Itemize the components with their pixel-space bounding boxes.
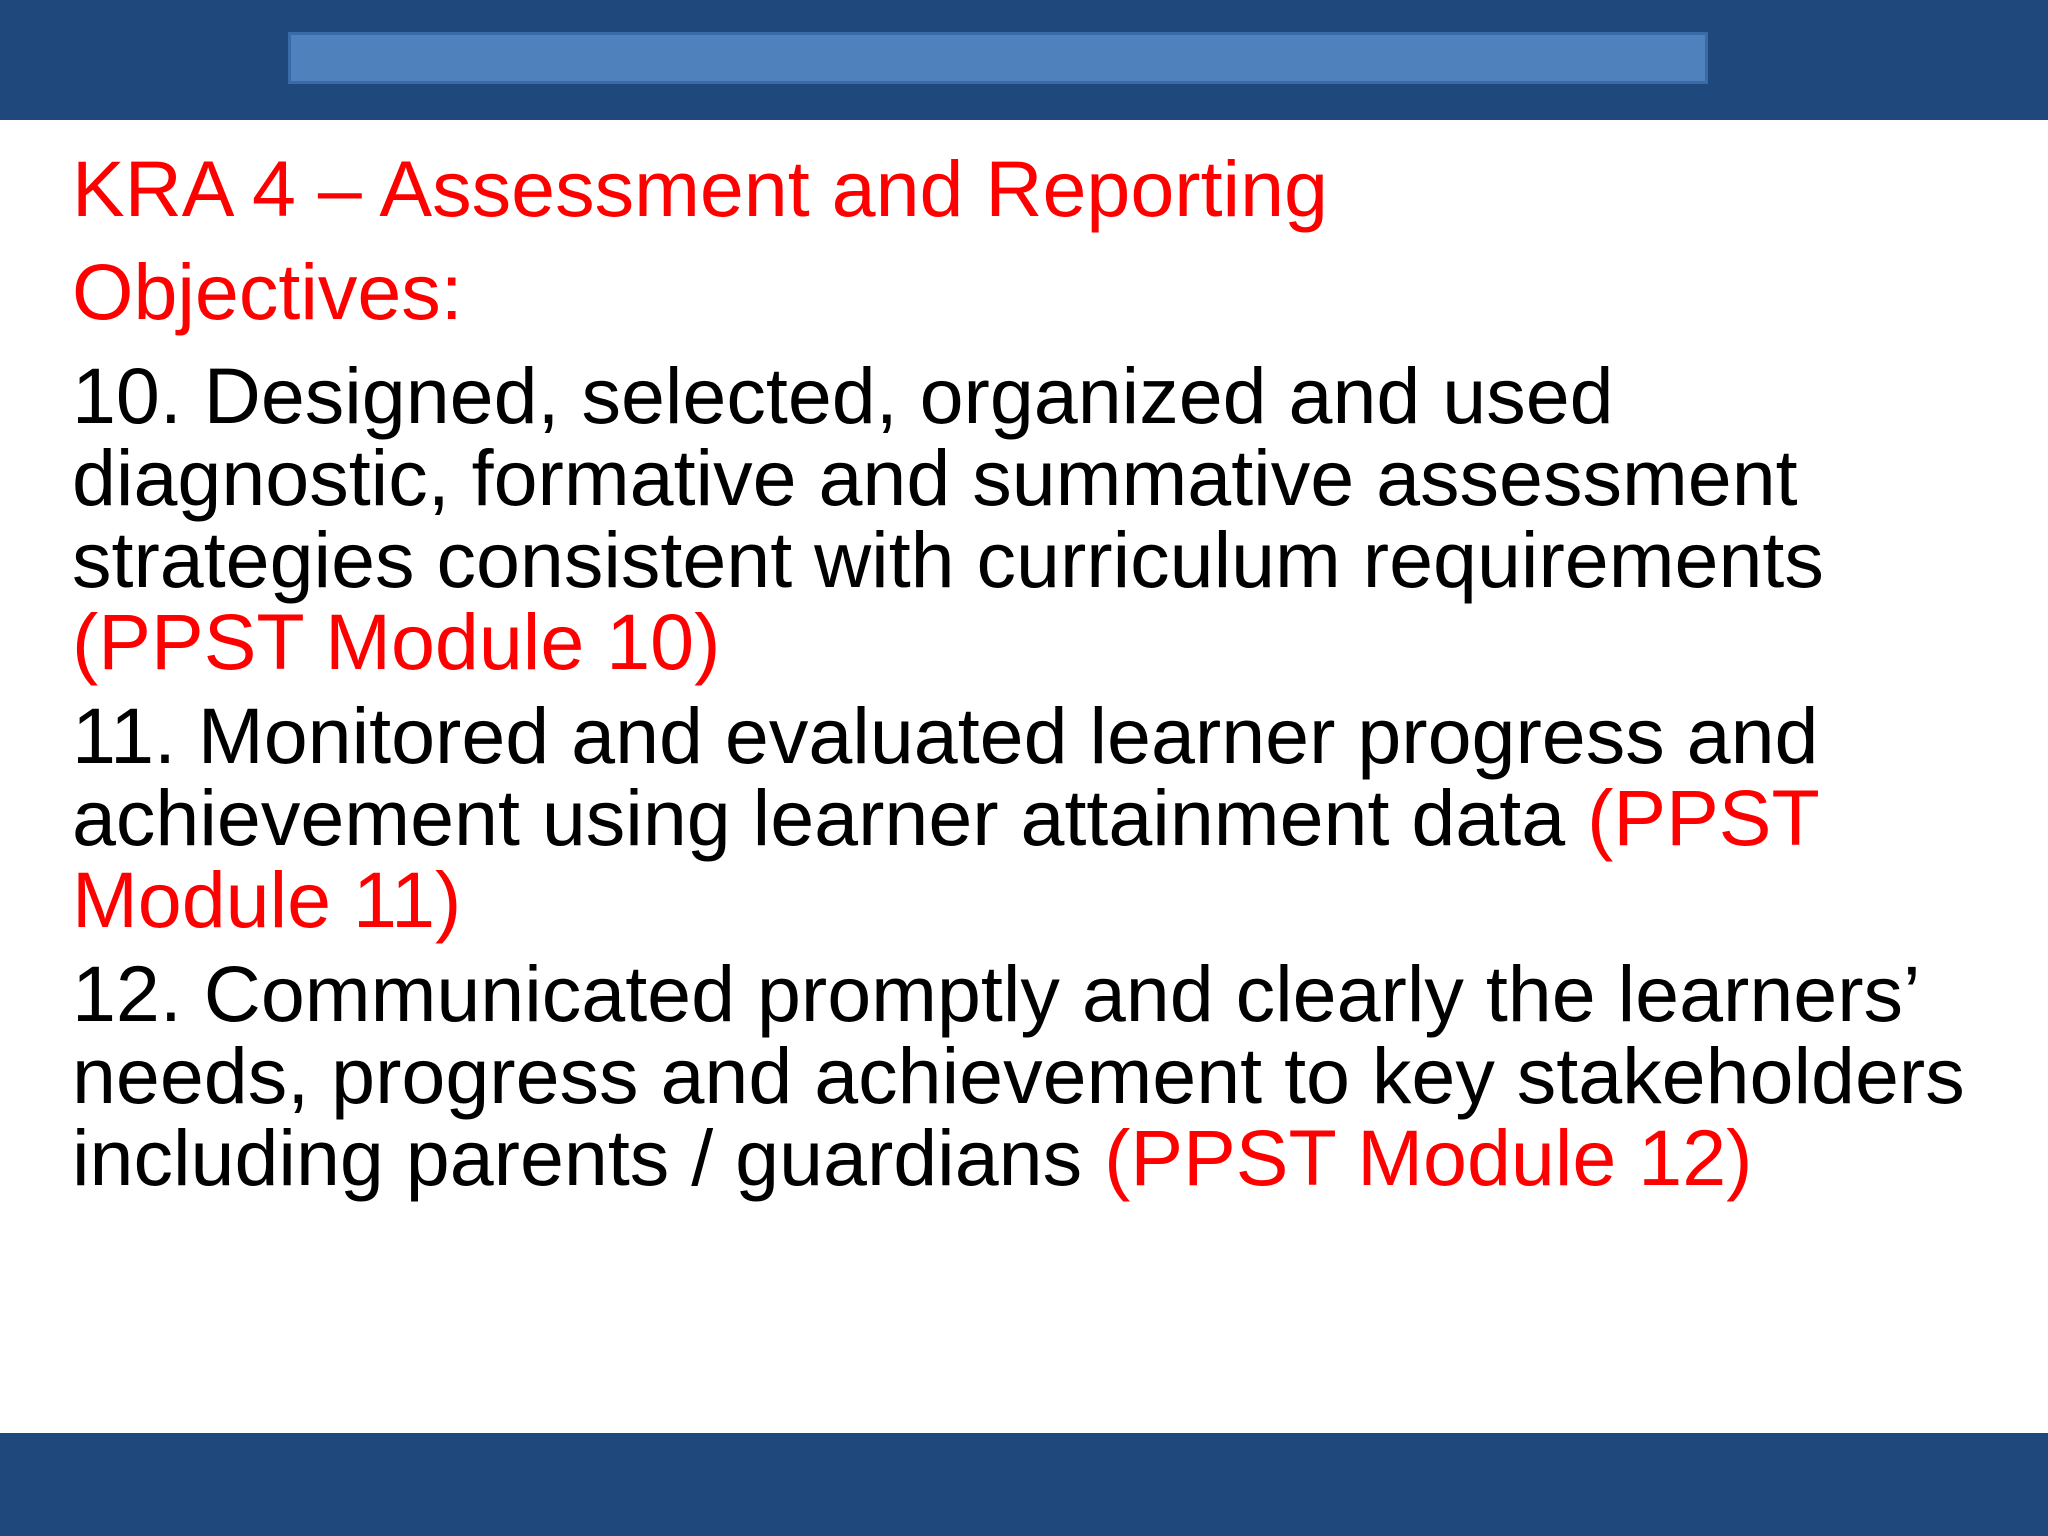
objective-12 xyxy=(72,949,2012,1203)
slide-content xyxy=(72,138,2012,1203)
slide-title: KRA 4 – Assessment and Reporting xyxy=(72,144,1328,233)
objective-10-module: (PPST Module 10) xyxy=(72,597,721,687)
objective-10-text: 10. Designed, selected, organized and used diagnostic, formative and summative assessment strategies consistent with curriculum requirements xyxy=(72,351,1824,605)
objectives-label: Objectives: xyxy=(72,246,463,336)
header-title-bar xyxy=(288,32,1708,84)
footer-band xyxy=(0,1433,2048,1536)
objective-10 xyxy=(72,351,2012,687)
header-band xyxy=(0,0,2048,120)
objective-11-text: 11. Monitored and evaluated learner progress and achievement using learner attainment data xyxy=(72,691,1819,863)
objective-11-module: (PPST Module 11) xyxy=(72,773,1819,945)
objective-12-text: 12. Communicated promptly and clearly the learners’ needs, progress and achievement to key stakeholders including parents / guardians xyxy=(72,949,1965,1203)
objective-12-module: (PPST Module 12) xyxy=(1104,1113,1753,1203)
objective-11 xyxy=(72,691,2012,945)
